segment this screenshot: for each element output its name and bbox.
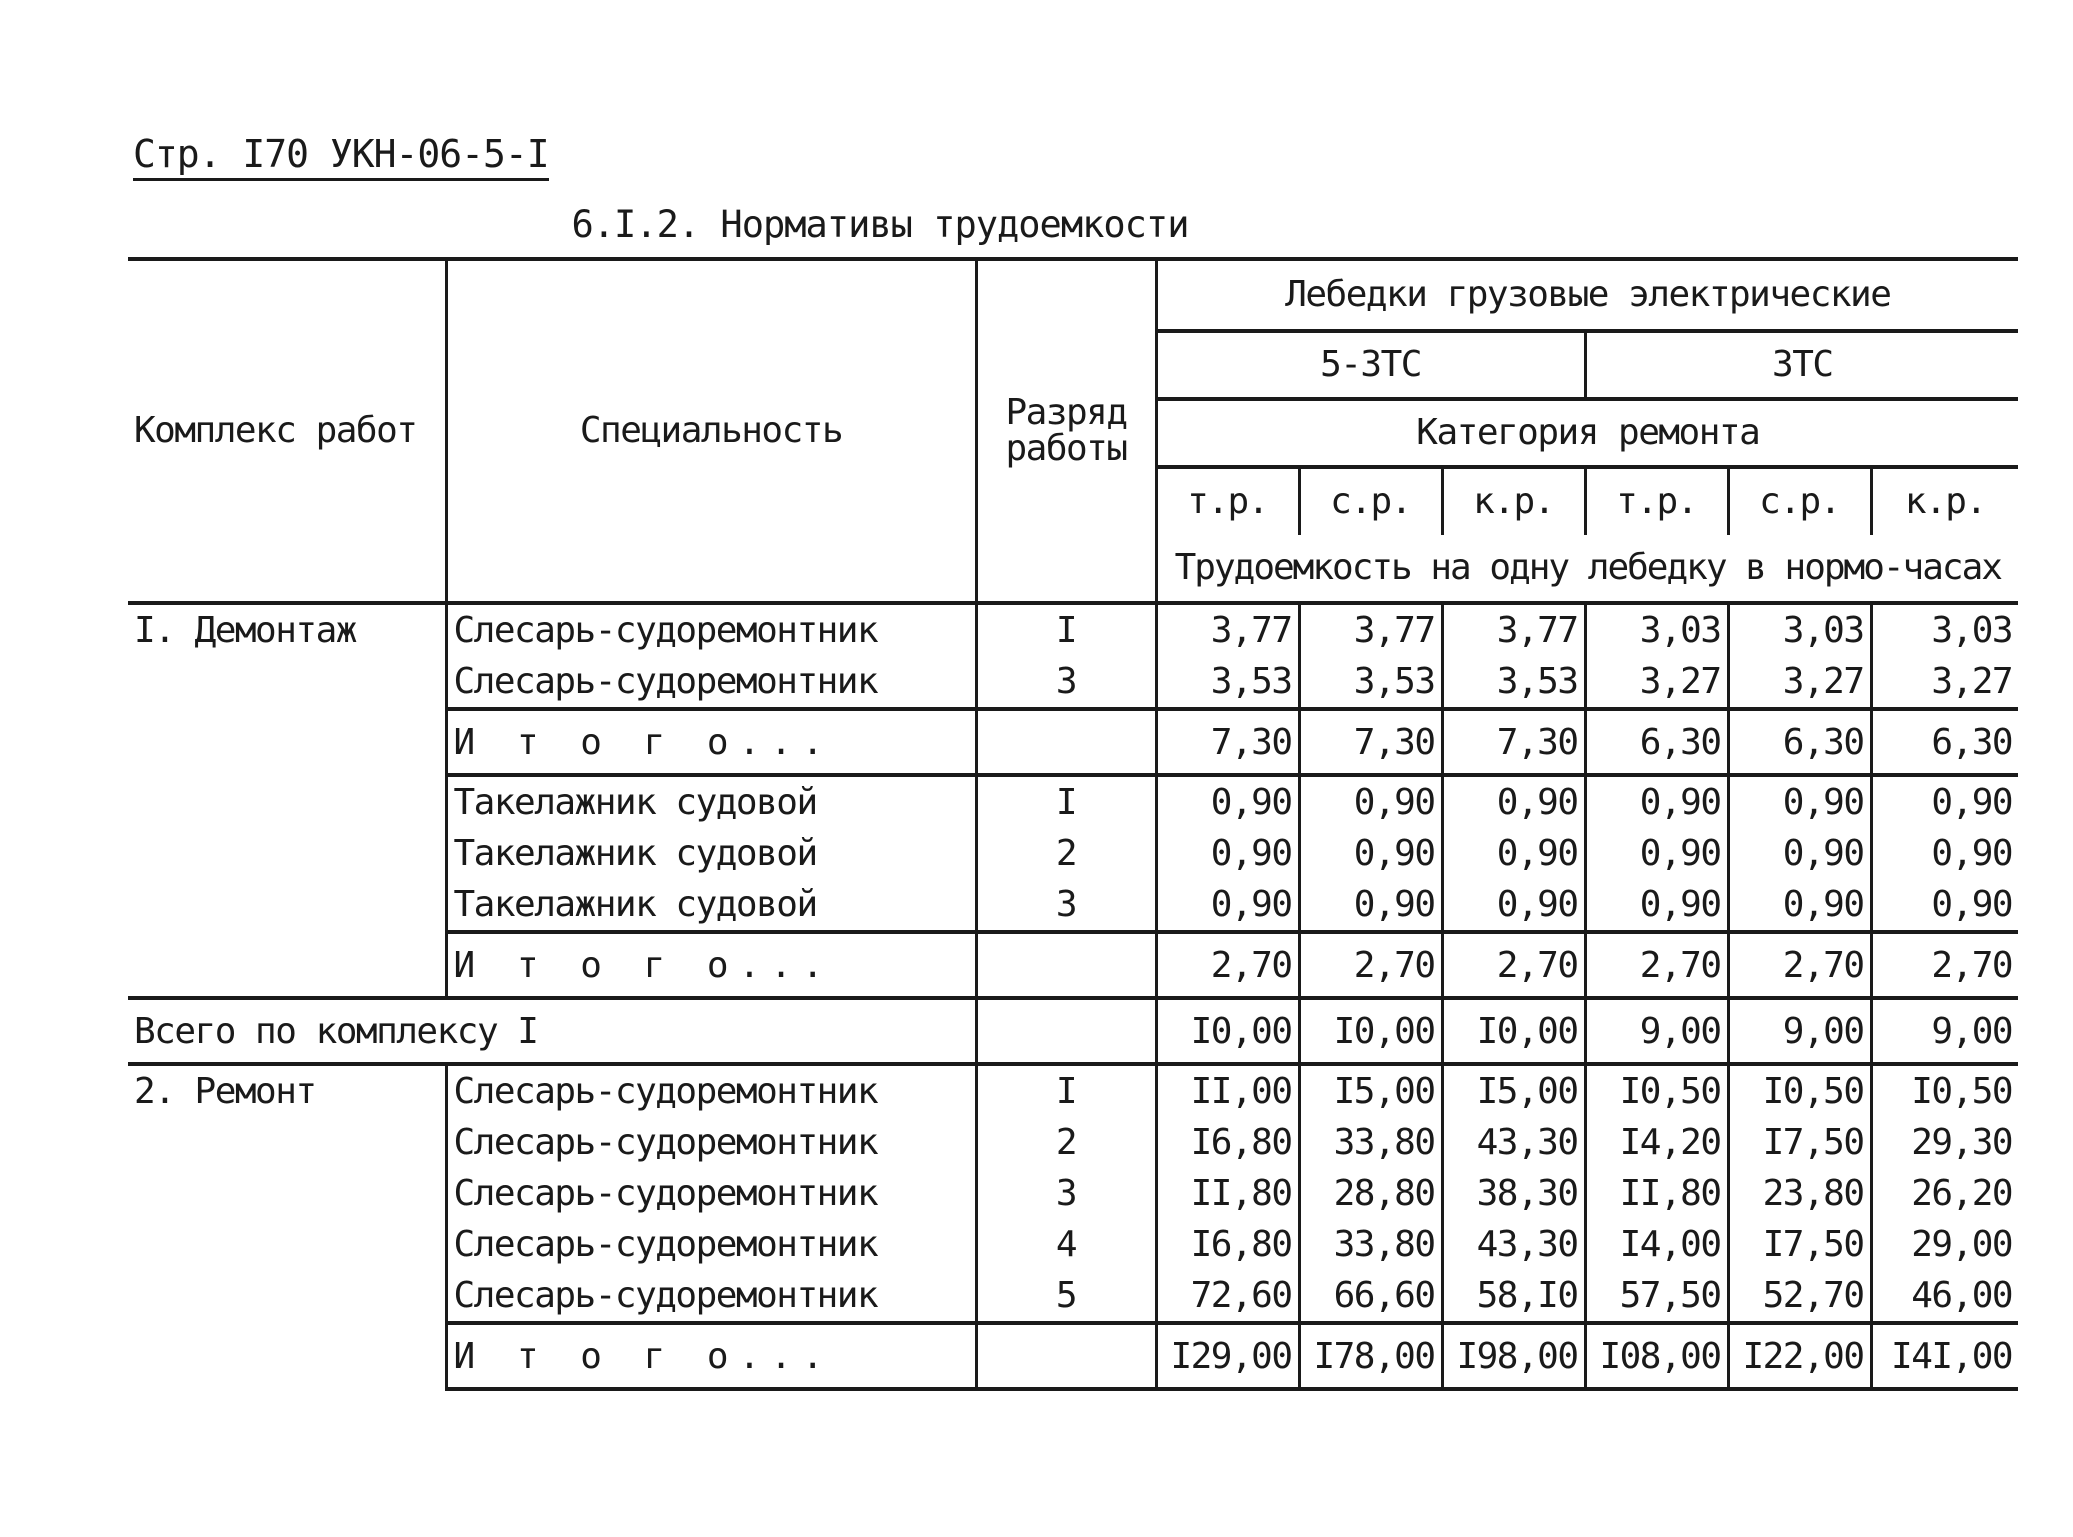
- row-value: I5,00: [1299, 1064, 1442, 1117]
- row-value: I6,80: [1156, 1219, 1299, 1270]
- header-sub-3: к.р.: [1442, 467, 1585, 535]
- table-row-subtotal: [128, 932, 2018, 998]
- row-specialty: Такелажник судовой: [446, 879, 976, 932]
- row-value: 72,60: [1156, 1270, 1299, 1323]
- row-grade: 4: [976, 1219, 1156, 1270]
- row-value: I6,80: [1156, 1117, 1299, 1168]
- row-value: 0,90: [1728, 828, 1871, 879]
- row-complex: [128, 1323, 446, 1389]
- row-value: 0,90: [1442, 775, 1585, 828]
- row-value: I4,00: [1585, 1219, 1728, 1270]
- table-row: [128, 1117, 2018, 1168]
- row-value: I0,00: [1299, 998, 1442, 1064]
- row-value: 33,80: [1299, 1117, 1442, 1168]
- document-title: 6.I.2. Нормативы трудоемкости: [571, 203, 1189, 246]
- row-value: 43,30: [1442, 1219, 1585, 1270]
- row-value: 0,90: [1156, 775, 1299, 828]
- row-value: I0,00: [1156, 998, 1299, 1064]
- row-specialty: Слесарь-судоремонтник: [446, 1219, 976, 1270]
- header-sub-1: т.р.: [1156, 467, 1299, 535]
- row-value: 66,60: [1299, 1270, 1442, 1323]
- row-value: I7,50: [1728, 1117, 1871, 1168]
- row-value: I29,00: [1156, 1323, 1299, 1389]
- row-complex: [128, 828, 446, 879]
- row-value: 2,70: [1442, 932, 1585, 998]
- row-complex: [128, 709, 446, 775]
- header-sub-6: к.р.: [1871, 467, 2018, 535]
- row-value: I5,00: [1442, 1064, 1585, 1117]
- row-value: I78,00: [1299, 1323, 1442, 1389]
- row-value: 29,30: [1871, 1117, 2018, 1168]
- row-value: 23,80: [1728, 1168, 1871, 1219]
- row-value: 6,30: [1585, 709, 1728, 775]
- header-model-a: 5-ЗТС: [1156, 331, 1585, 399]
- header-unit: Трудоемкость на одну лебедку в нормо-часах: [1156, 535, 2018, 603]
- row-value: 2,70: [1156, 932, 1299, 998]
- row-value: 0,90: [1299, 828, 1442, 879]
- row-value: II,80: [1585, 1168, 1728, 1219]
- row-value: 0,90: [1442, 828, 1585, 879]
- table-row: [128, 1168, 2018, 1219]
- header-equipment: Лебедки грузовые электрические: [1156, 259, 2018, 331]
- row-value: 2,70: [1871, 932, 2018, 998]
- header-sub-5: с.р.: [1728, 467, 1871, 535]
- row-value: 0,90: [1585, 879, 1728, 932]
- page-header: Стр. I70 УКН-06-5-I: [133, 132, 549, 181]
- row-complex: [128, 932, 446, 998]
- row-subtotal-label: И т о г о...: [446, 709, 976, 775]
- row-value: 0,90: [1156, 828, 1299, 879]
- row-value: 3,53: [1442, 656, 1585, 709]
- row-specialty: Такелажник судовой: [446, 775, 976, 828]
- row-value: 2,70: [1585, 932, 1728, 998]
- header-grade: [976, 259, 1156, 603]
- row-grade: I: [976, 775, 1156, 828]
- row-specialty: Слесарь-судоремонтник: [446, 656, 976, 709]
- row-value: II,80: [1156, 1168, 1299, 1219]
- row-value: 3,53: [1299, 656, 1442, 709]
- row-value: 0,90: [1728, 775, 1871, 828]
- row-value: 52,70: [1728, 1270, 1871, 1323]
- row-value: 0,90: [1585, 828, 1728, 879]
- row-value: I4I,00: [1871, 1323, 2018, 1389]
- header-repair-category: Категория ремонта: [1156, 399, 2018, 467]
- row-value: 3,77: [1299, 603, 1442, 656]
- row-value: 0,90: [1871, 775, 2018, 828]
- row-grade: 3: [976, 656, 1156, 709]
- row-value: 9,00: [1728, 998, 1871, 1064]
- row-value: 6,30: [1728, 709, 1871, 775]
- row-value: 0,90: [1299, 879, 1442, 932]
- header-sub-4: т.р.: [1585, 467, 1728, 535]
- row-value: I98,00: [1442, 1323, 1585, 1389]
- row-value: I0,50: [1728, 1064, 1871, 1117]
- row-value: I22,00: [1728, 1323, 1871, 1389]
- header-grade-line1: Разряд: [1005, 392, 1127, 433]
- row-grade: 3: [976, 1168, 1156, 1219]
- row-complex: [128, 1117, 446, 1168]
- row-value: 3,03: [1871, 603, 2018, 656]
- row-value: 7,30: [1442, 709, 1585, 775]
- row-grade: [976, 932, 1156, 998]
- row-value: I7,50: [1728, 1219, 1871, 1270]
- row-grade: 5: [976, 1270, 1156, 1323]
- row-specialty: Слесарь-судоремонтник: [446, 1064, 976, 1117]
- row-complex: [128, 1270, 446, 1323]
- row-specialty: Слесарь-судоремонтник: [446, 1270, 976, 1323]
- row-value: 26,20: [1871, 1168, 2018, 1219]
- row-value: 57,50: [1585, 1270, 1728, 1323]
- row-value: 3,53: [1156, 656, 1299, 709]
- row-specialty: Слесарь-судоремонтник: [446, 603, 976, 656]
- header-complex: Комплекс работ: [128, 259, 446, 603]
- row-complex: 2. Ремонт: [134, 1071, 316, 1112]
- table-row-subtotal: [128, 1323, 2018, 1389]
- row-value: 3,03: [1585, 603, 1728, 656]
- row-value: 2,70: [1728, 932, 1871, 998]
- row-value: 3,27: [1728, 656, 1871, 709]
- row-value: 3,27: [1585, 656, 1728, 709]
- table-row: [128, 879, 2018, 932]
- row-grade: I: [976, 1064, 1156, 1117]
- table-row-subtotal: [128, 709, 2018, 775]
- table-row: [128, 1064, 2018, 1117]
- row-value: 6,30: [1871, 709, 2018, 775]
- row-grade: [976, 1323, 1156, 1389]
- row-value: 0,90: [1871, 879, 2018, 932]
- row-value: I0,50: [1871, 1064, 2018, 1117]
- row-complex: [128, 656, 446, 709]
- row-value: 33,80: [1299, 1219, 1442, 1270]
- table-row: [128, 775, 2018, 828]
- row-complex: [128, 1219, 446, 1270]
- table-row: [128, 603, 2018, 656]
- table-row: [128, 1219, 2018, 1270]
- row-subtotal-label: И т о г о...: [446, 1323, 976, 1389]
- row-value: 9,00: [1585, 998, 1728, 1064]
- row-complex: [128, 1168, 446, 1219]
- table-row-total: [128, 998, 2018, 1064]
- row-value: I0,50: [1585, 1064, 1728, 1117]
- row-specialty: Слесарь-судоремонтник: [446, 1168, 976, 1219]
- row-grade: 2: [976, 1117, 1156, 1168]
- row-value: I08,00: [1585, 1323, 1728, 1389]
- row-value: II,00: [1156, 1064, 1299, 1117]
- row-value: 29,00: [1871, 1219, 2018, 1270]
- row-grade: 2: [976, 828, 1156, 879]
- row-value: 28,80: [1299, 1168, 1442, 1219]
- header-model-b: ЗТС: [1585, 331, 2018, 399]
- row-value: 7,30: [1299, 709, 1442, 775]
- row-specialty: Такелажник судовой: [446, 828, 976, 879]
- row-value: 3,03: [1728, 603, 1871, 656]
- row-value: 58,I0: [1442, 1270, 1585, 1323]
- row-value: 0,90: [1299, 775, 1442, 828]
- row-value: 0,90: [1728, 879, 1871, 932]
- row-subtotal-label: И т о г о...: [446, 932, 976, 998]
- row-value: 46,00: [1871, 1270, 2018, 1323]
- row-complex: [128, 775, 446, 828]
- row-complex: I. Демонтаж: [134, 610, 356, 651]
- row-specialty: Слесарь-судоремонтник: [446, 1117, 976, 1168]
- row-value: 3,27: [1871, 656, 2018, 709]
- row-value: 9,00: [1871, 998, 2018, 1064]
- row-value: 0,90: [1442, 879, 1585, 932]
- row-complex: [128, 879, 446, 932]
- row-value: 0,90: [1156, 879, 1299, 932]
- row-total-label: Всего по комплексу I: [128, 998, 976, 1064]
- row-grade: I: [976, 603, 1156, 656]
- table-row: [128, 656, 2018, 709]
- row-value: 7,30: [1156, 709, 1299, 775]
- row-value: I0,00: [1442, 998, 1585, 1064]
- row-grade: [976, 709, 1156, 775]
- header-sub-2: с.р.: [1299, 467, 1442, 535]
- row-value: I4,20: [1585, 1117, 1728, 1168]
- table-row: [128, 1270, 2018, 1323]
- row-value: 38,30: [1442, 1168, 1585, 1219]
- row-value: 3,77: [1156, 603, 1299, 656]
- row-grade: [976, 998, 1156, 1064]
- row-value: 3,77: [1442, 603, 1585, 656]
- row-value: 43,30: [1442, 1117, 1585, 1168]
- row-value: 0,90: [1871, 828, 2018, 879]
- header-specialty: Специальность: [446, 259, 976, 603]
- labor-norms-table: [128, 257, 2018, 1391]
- header-grade-line2: работы: [1005, 428, 1127, 469]
- row-value: 2,70: [1299, 932, 1442, 998]
- row-value: 0,90: [1585, 775, 1728, 828]
- row-grade: 3: [976, 879, 1156, 932]
- table-row: [128, 828, 2018, 879]
